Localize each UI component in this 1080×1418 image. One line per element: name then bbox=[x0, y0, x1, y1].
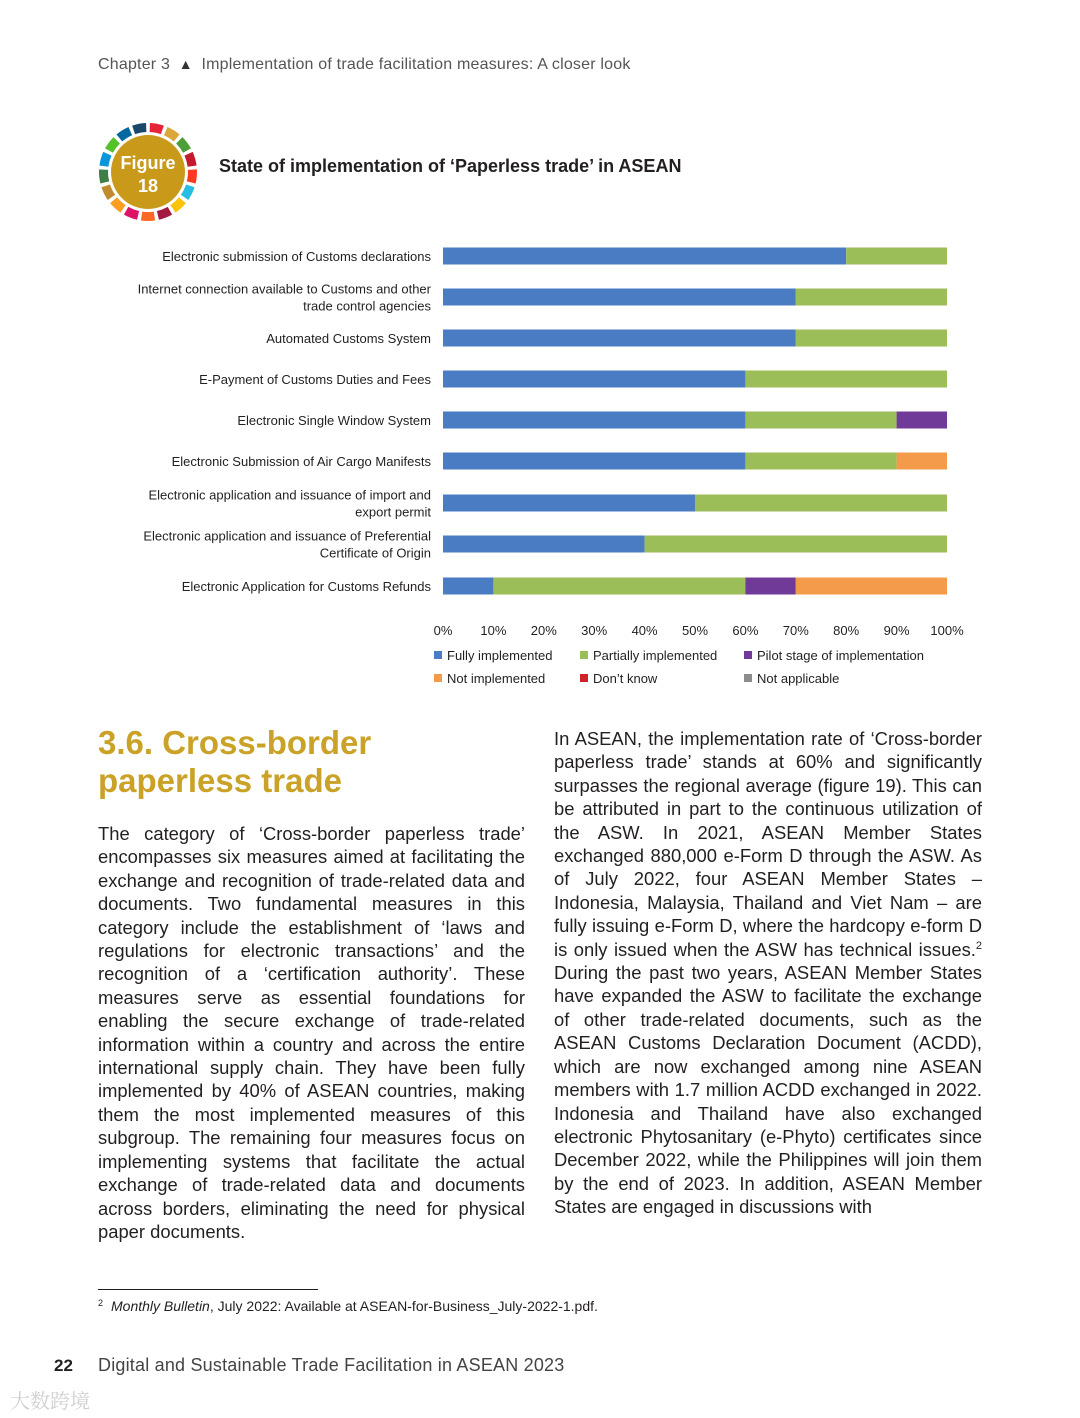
badge-ring-segment bbox=[124, 207, 139, 220]
category-label: E-Payment of Customs Duties and Fees bbox=[199, 372, 431, 387]
x-tick-label: 20% bbox=[530, 623, 557, 638]
category-label: Electronic application and issuance of import and bbox=[148, 487, 431, 503]
badge-ring-segment bbox=[116, 127, 132, 141]
legend-swatch bbox=[580, 674, 588, 682]
figure-number: 18 bbox=[137, 176, 159, 196]
category-label: export permit bbox=[355, 504, 431, 520]
badge-ring-segment bbox=[181, 184, 195, 199]
legend-label: Don’t know bbox=[593, 671, 658, 686]
bar-segment bbox=[443, 248, 846, 265]
footnote-divider bbox=[98, 1289, 318, 1290]
bar-segment bbox=[443, 289, 796, 306]
bar-segment bbox=[443, 412, 745, 429]
bar-segment bbox=[443, 330, 796, 347]
x-tick-label: 100% bbox=[930, 623, 964, 638]
right-paragraph-part-b: During the past two years, ASEAN Member States have expanded the ASW to facilitate the exchange of other trade-related documents, such as the ASEAN Customs Declaration Document (ACDD), which are now exchanged among nine ASEAN members with 1.7 million ACDD exchanged in 2022. Indonesia and Thailand have also exchanged electronic Phytosanitary (e-Phyto) certificates since December 2022, while the Philippines will join them by the end of 2023. In addition, ASEAN Member States are engaged in discussions with bbox=[554, 962, 982, 1218]
legend-swatch bbox=[744, 674, 752, 682]
category-label: Electronic Application for Customs Refunds bbox=[181, 579, 431, 594]
badge-ring-segment bbox=[99, 152, 111, 167]
legend-swatch bbox=[744, 651, 752, 659]
badge-ring-segment bbox=[176, 137, 191, 153]
bar-segment bbox=[443, 453, 745, 470]
chapter-label: Chapter 3 bbox=[98, 56, 171, 73]
bar-segment bbox=[846, 248, 947, 265]
bar-segment bbox=[796, 289, 947, 306]
legend-label: Partially implemented bbox=[593, 648, 718, 663]
legend-swatch bbox=[434, 651, 442, 659]
badge-ring-segment bbox=[105, 137, 120, 153]
category-label: trade control agencies bbox=[303, 298, 431, 314]
legend-swatch bbox=[580, 651, 588, 659]
bar-segment bbox=[493, 578, 745, 595]
figure-title: State of implementation of ‘Paperless trade’ in ASEAN bbox=[219, 156, 682, 176]
footnote-number: 2 bbox=[98, 1298, 104, 1308]
bar-segment bbox=[745, 371, 947, 388]
category-label: Certificate of Origin bbox=[319, 545, 431, 561]
legend-label: Fully implemented bbox=[447, 648, 553, 663]
badge-ring-segment bbox=[170, 197, 185, 212]
badge-ring-segment bbox=[150, 123, 164, 134]
figure-label: Figure bbox=[120, 153, 176, 173]
badge-ring-segment bbox=[164, 127, 180, 141]
section-heading: 3.6. Cross-border paperless trade bbox=[98, 724, 372, 799]
badge-ring-segment bbox=[141, 212, 155, 221]
badge-ring-segment bbox=[157, 207, 172, 220]
x-tick-label: 90% bbox=[883, 623, 910, 638]
footnote-ref: 2 bbox=[975, 939, 982, 952]
footnote-source: Monthly Bulletin bbox=[111, 1298, 210, 1314]
chapter-header bbox=[98, 56, 631, 74]
figure-badge bbox=[98, 122, 198, 222]
x-tick-label: 50% bbox=[681, 623, 709, 638]
legend-label: Not implemented bbox=[447, 671, 546, 686]
x-tick-label: 60% bbox=[732, 623, 759, 638]
category-label: Electronic application and issuance of Preferential bbox=[143, 528, 431, 544]
chapter-title: Implementation of trade facilitation measures: A closer look bbox=[201, 56, 631, 73]
bar-segment bbox=[745, 453, 896, 470]
badge-ring-segment bbox=[187, 169, 197, 183]
bar-segment bbox=[796, 578, 947, 595]
right-paragraph bbox=[554, 727, 982, 1219]
bar-segment bbox=[897, 453, 947, 470]
badge-ring-segment bbox=[101, 184, 115, 199]
sdg-ring-icon bbox=[98, 122, 198, 222]
category-label: Internet connection available to Customs and other bbox=[137, 281, 431, 297]
badge-ring-segment bbox=[99, 169, 109, 183]
footnote-text: , July 2022: Available at ASEAN-for-Business_July-2022-1.pdf. bbox=[209, 1298, 598, 1314]
x-tick-label: 80% bbox=[833, 623, 860, 638]
x-tick-label: 0% bbox=[433, 623, 453, 638]
badge-ring-segment bbox=[132, 123, 146, 134]
footer-title: Digital and Sustainable Trade Facilitation in ASEAN 2023 bbox=[98, 1355, 565, 1375]
legend-label: Not applicable bbox=[757, 671, 840, 686]
left-paragraph: The category of ‘Cross-border paperless trade’ encompasses six measures aimed at facilitating the exchange and recognition of trade-related data and documents. Two fundamental measures in this category include the establishment of ‘laws and regulations for electronic transactions’ and the recognition of a ‘certification authority’. These measures serve as essential foundations for enabling the secure exchange of trade-related information within a country and across the entire international supply chain. They have been fully implemented by 40% of ASEAN countries, making them the most implemented measures of this subgroup. The remaining four measures focus on implementing systems that facilitate the actual exchange of trade-related data and documents across borders, eliminating the need for physical paper documents. bbox=[98, 823, 525, 1242]
bar-segment bbox=[443, 578, 493, 595]
bar-segment bbox=[443, 371, 745, 388]
legend-label: Pilot stage of implementation bbox=[757, 648, 924, 663]
x-tick-label: 30% bbox=[581, 623, 608, 638]
stacked-bar-chart bbox=[0, 230, 1000, 695]
page-number: 22 bbox=[54, 1356, 73, 1375]
bar-segment bbox=[745, 412, 896, 429]
category-label: Electronic submission of Customs declarations bbox=[162, 249, 431, 264]
badge-ring-segment bbox=[110, 197, 125, 212]
x-tick-label: 10% bbox=[480, 623, 507, 638]
bar-segment bbox=[645, 536, 947, 553]
bar-segment bbox=[745, 578, 795, 595]
footnote bbox=[98, 1298, 598, 1314]
bar-segment bbox=[443, 536, 645, 553]
bar-segment bbox=[796, 330, 947, 347]
legend-swatch bbox=[434, 674, 442, 682]
x-tick-label: 40% bbox=[631, 623, 658, 638]
badge-ring-segment bbox=[184, 152, 196, 167]
category-label: Electronic Submission of Air Cargo Manifests bbox=[171, 454, 431, 469]
x-tick-label: 70% bbox=[782, 623, 809, 638]
watermark: 大数跨境 bbox=[10, 1391, 90, 1413]
bar-segment bbox=[443, 495, 695, 512]
right-paragraph-part-a: In ASEAN, the implementation rate of ‘Cross-border paperless trade’ stands at 60% and significantly surpasses the regional average (figure 19). This can be attributed in part to the continuous utilization of the ASW. In 2021, ASEAN Member States exchanged 880,000 e-Form D through the ASW. As of July 2022, four ASEAN Member States – Indonesia, Malaysia, Thailand and Viet Nam – are fully issuing e-Form D, where the hardcopy e-form D is only issued when the ASW has technical issues. bbox=[554, 728, 982, 960]
category-label: Electronic Single Window System bbox=[237, 413, 431, 428]
category-label: Automated Customs System bbox=[266, 331, 431, 346]
bar-segment bbox=[695, 495, 947, 512]
triangle-icon: ▲ bbox=[178, 56, 193, 72]
bar-segment bbox=[897, 412, 947, 429]
